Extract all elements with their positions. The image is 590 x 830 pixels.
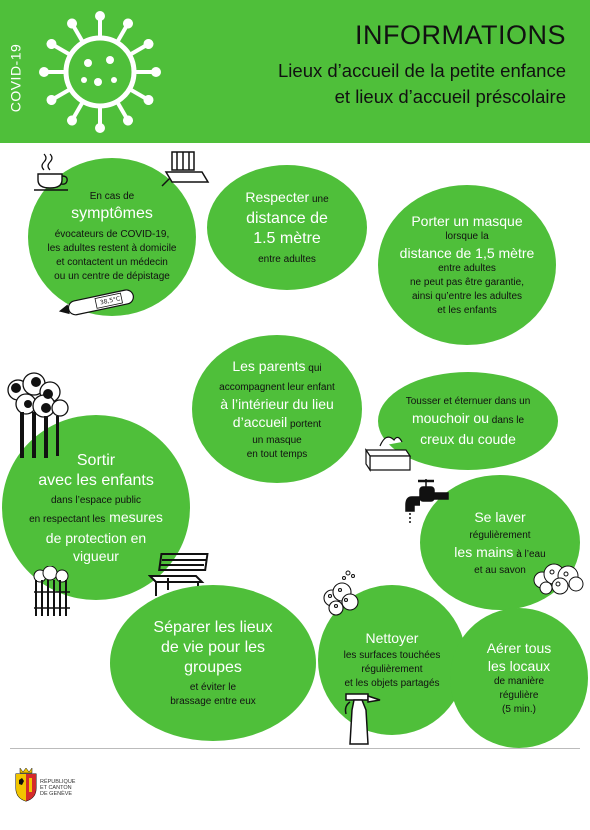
separate-circle [110, 585, 316, 741]
distance-text: entre adultes [258, 254, 316, 265]
symptoms-text: ou un centre de dépistage [54, 271, 170, 282]
tissue-box-icon [362, 432, 414, 472]
air-circle [450, 608, 588, 748]
distance-circle [207, 165, 367, 290]
cup-icon [34, 152, 70, 192]
header-banner [0, 0, 590, 143]
geneva-crest-logo [14, 768, 38, 802]
outside-keyword: de protection en [45, 529, 147, 546]
organization-name-line: ET CANTON [40, 785, 72, 791]
parents-keyword: d’accueil [232, 413, 288, 430]
distance-text: une [309, 194, 329, 205]
parents-text: accompagnent leur enfant [219, 381, 335, 393]
wash-text: régulièrement [469, 529, 531, 541]
parents-text: un masque [252, 434, 302, 446]
covid-badge: COVID-19 [7, 43, 24, 113]
parents-circle [192, 335, 362, 483]
air-text: de manière [493, 676, 545, 687]
mask-text: et les enfants [437, 305, 497, 316]
mask-keyword: Porter un masque [411, 213, 523, 229]
parents-text: en tout temps [246, 448, 308, 460]
fence-icon [32, 566, 72, 618]
outside-keyword: mesures [105, 508, 163, 525]
chair-icon [160, 150, 212, 192]
trees-icon [4, 372, 70, 462]
wash-keyword: Se laver [474, 508, 526, 525]
outside-text: en respectant les [29, 513, 106, 525]
air-keyword: les locaux [487, 658, 551, 674]
parents-text: qui [305, 362, 322, 374]
wash-keyword: les mains [454, 543, 514, 560]
soap-foam-icon [532, 560, 584, 596]
air-text: (5 min.) [502, 704, 536, 715]
clean-keyword: Nettoyer [365, 630, 419, 646]
organization-name-line: RÉPUBLIQUE [40, 779, 76, 785]
page-title: INFORMATIONS [355, 20, 566, 50]
mask-text: ne peut pas être garantie, [410, 277, 524, 288]
outside-keyword: Sortir [76, 451, 116, 469]
virus-icon [36, 8, 164, 136]
organization-name-line: DE GENÈVE [40, 791, 73, 797]
parents-keyword: à l’intérieur du lieu [220, 395, 334, 412]
symptoms-text: évocateurs de COVID-19, [54, 229, 170, 240]
wash-text: et au savon [474, 564, 526, 576]
air-text: régulière [499, 690, 539, 701]
separate-text: brassage entre eux [170, 695, 256, 707]
mask-text: entre adultes [438, 263, 496, 274]
mask-text: ainsi qu’entre les adultes [411, 291, 523, 302]
symptoms-keyword: symptômes [71, 205, 153, 222]
cough-text: dans le [489, 414, 525, 426]
mask-circle [378, 185, 556, 345]
distance-keyword: distance de [246, 210, 328, 227]
sponge-icon [322, 570, 366, 616]
distance-keyword: 1.5 mètre [253, 230, 321, 247]
spray-bottle-icon [338, 690, 386, 748]
mask-text: lorsque la [445, 231, 489, 242]
outside-text: dans l’espace public [50, 494, 142, 506]
cough-keyword: mouchoir ou [411, 409, 489, 426]
wash-text: à l’eau [513, 548, 546, 560]
thermometer-icon [56, 288, 140, 318]
distance-keyword: Respecter [245, 189, 310, 205]
separate-keyword: Séparer les lieux [153, 618, 273, 636]
air-keyword: Aérer tous [486, 640, 552, 656]
mask-keyword: distance de 1,5 mètre [399, 245, 535, 261]
symptoms-text: En cas de [89, 191, 135, 202]
cough-keyword: creux du coude [420, 430, 516, 447]
organization-name [40, 779, 75, 797]
clean-text: régulièrement [361, 664, 423, 675]
page-subtitle-line1: Lieux d’accueil de la petite enfance [278, 60, 566, 81]
cough-text: Tousser et éternuer dans un [405, 395, 531, 407]
outside-keyword: avec les enfants [38, 471, 154, 489]
clean-text: les surfaces touchées [343, 650, 441, 661]
clean-text: et les objets partagés [344, 678, 440, 689]
faucet-icon [404, 477, 454, 525]
footer-divider [10, 748, 580, 749]
parents-keyword: Les parents [232, 357, 306, 374]
page-subtitle-line2: et lieux d’accueil préscolaire [334, 86, 566, 107]
separate-keyword: groupes [184, 658, 242, 676]
symptoms-text: et contactent un médecin [56, 257, 168, 268]
outside-keyword: vigueur [73, 547, 119, 564]
parents-text: portent [287, 418, 322, 430]
symptoms-text: les adultes restent à domicile [47, 243, 177, 254]
separate-keyword: de vie pour les [160, 638, 266, 656]
separate-text: et éviter le [189, 681, 237, 693]
thermometer-reading: 38,5°C [99, 295, 121, 307]
